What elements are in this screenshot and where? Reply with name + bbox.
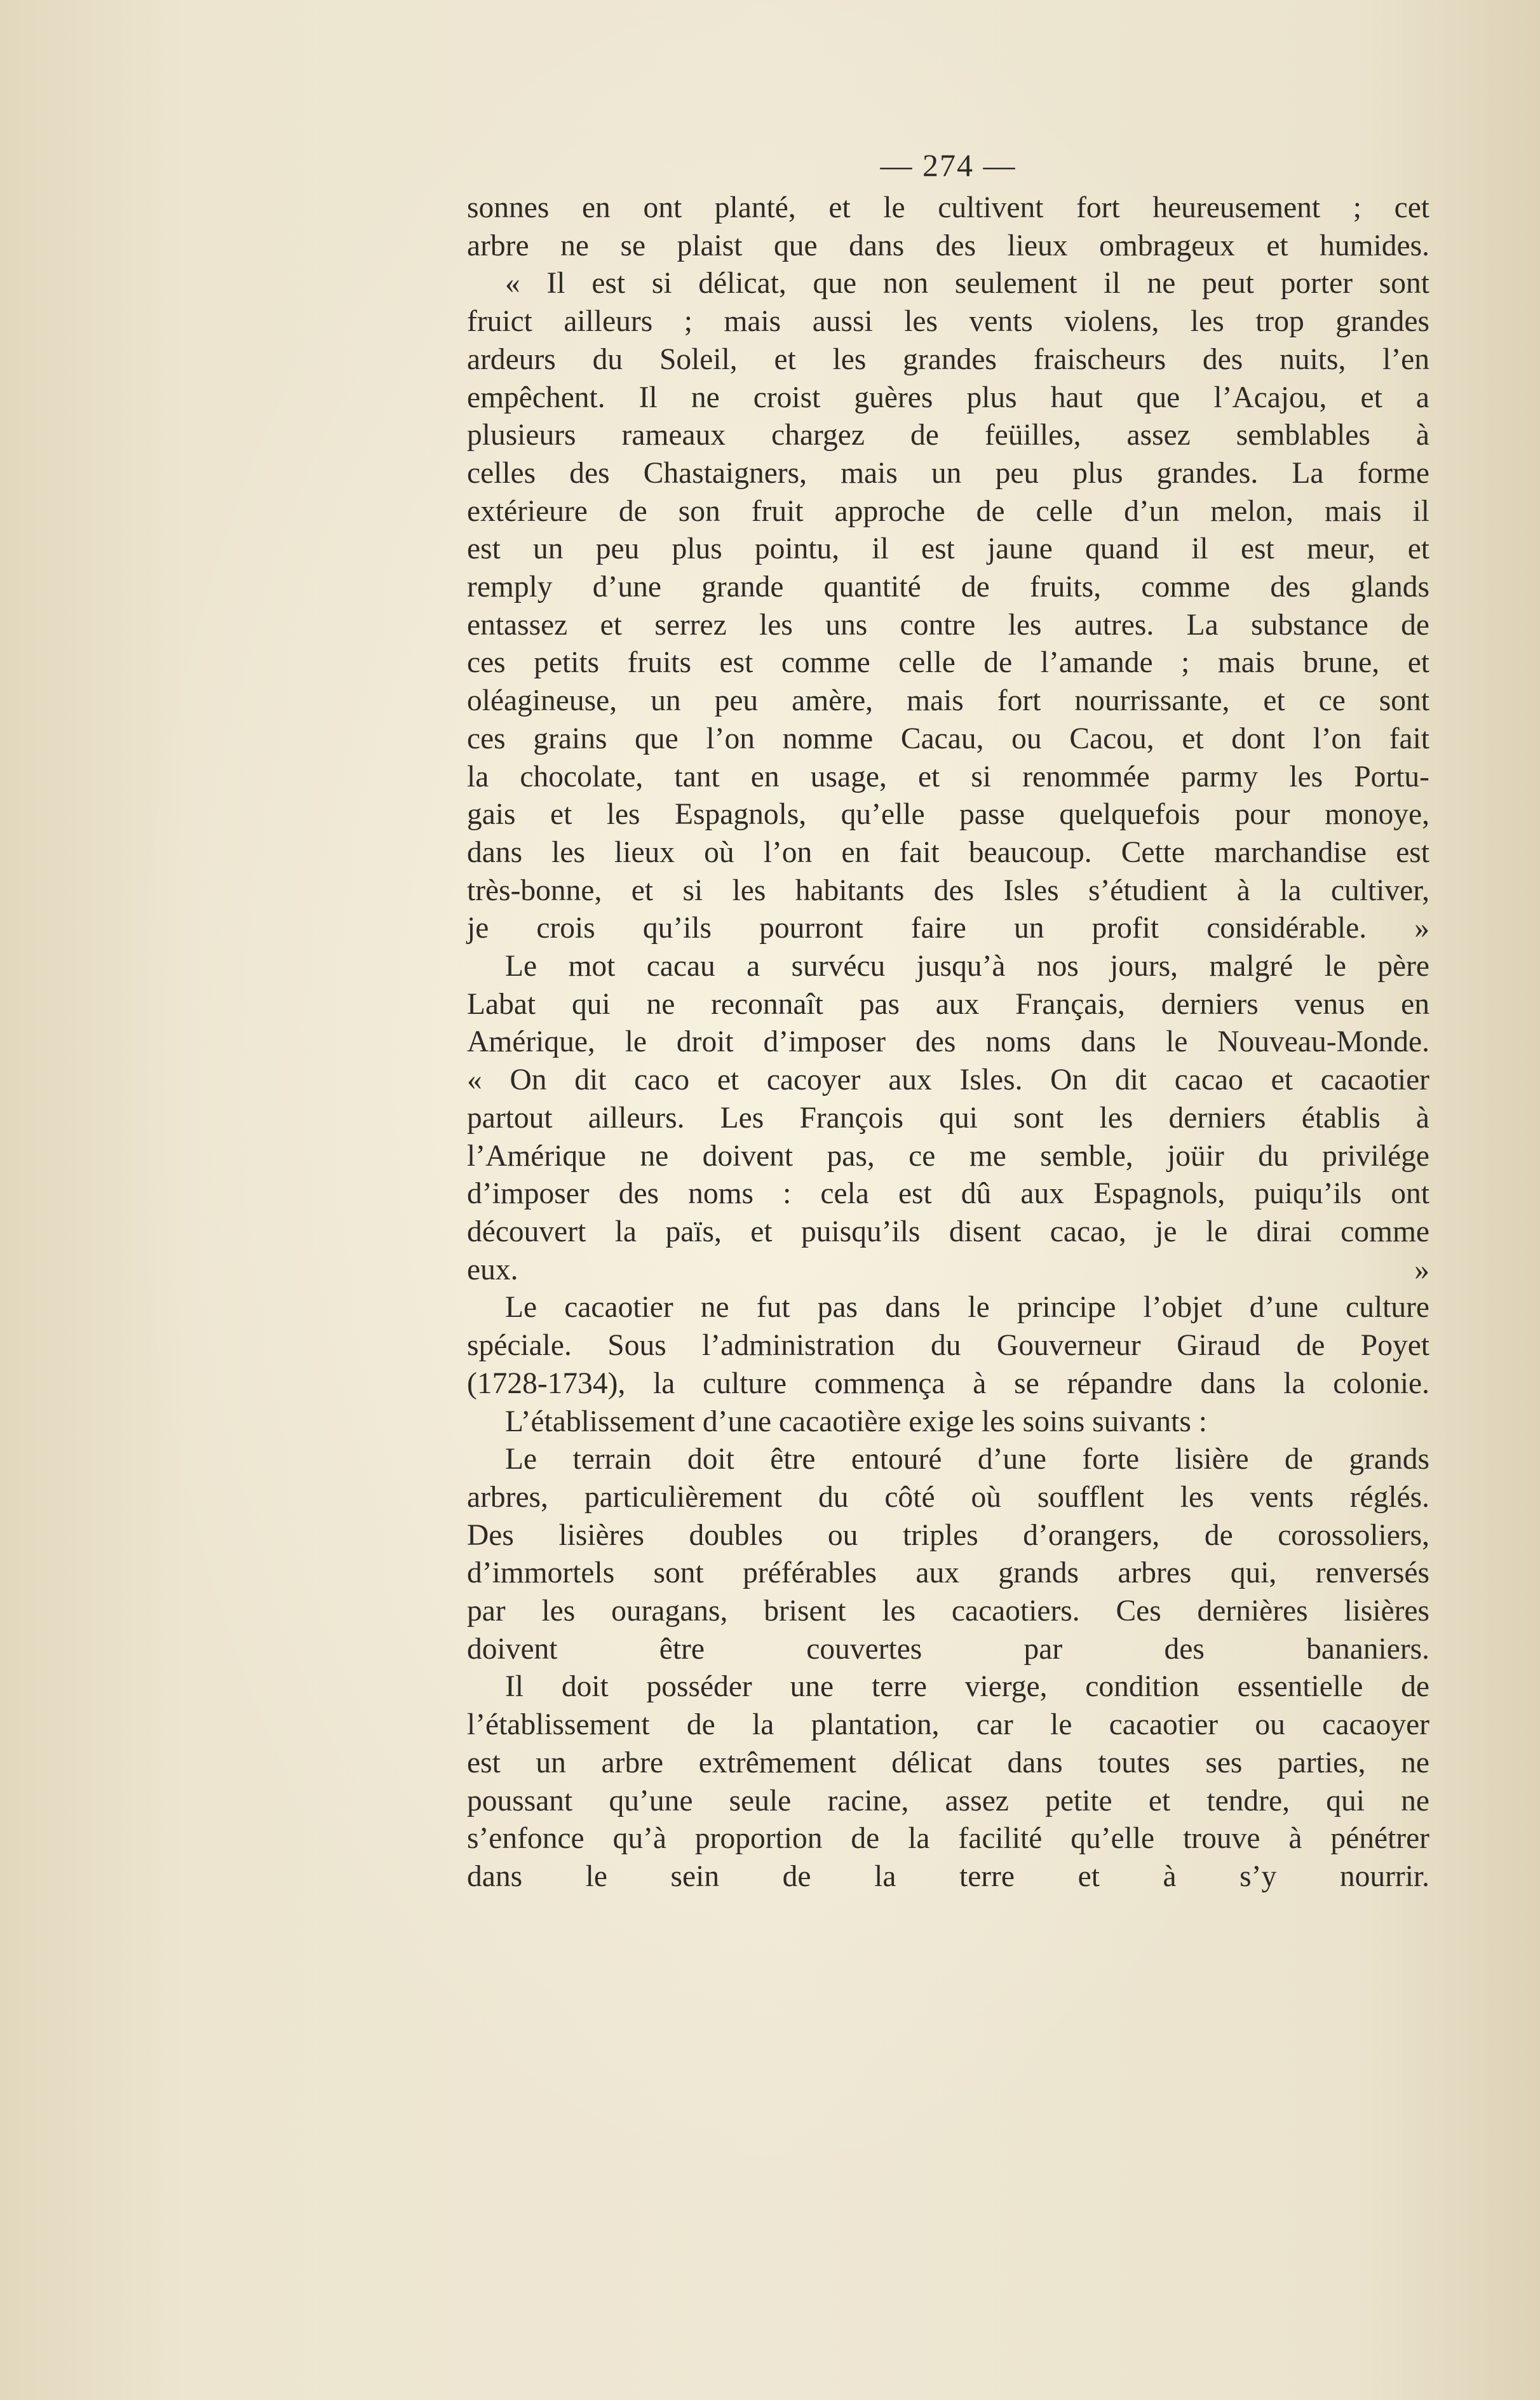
paragraph-3: Le mot cacau a survécu jusqu’à nos jours, malgré le père Labat qui ne reconnaît pas aux Français, derniers venus en Amérique, le droit d’imposer des noms dans le Nouveau-Monde. « On dit caco et cacoyer aux Isles. On dit cacao et cacaotier partout ailleurs. Les François qui sont les derniers établis à l’Amérique ne doivent pas, ce me semble, joüir du privilége d’imposer des noms : cela est dû aux Espagnols, puiqu’ils ont découvert la païs, et puisqu’ils disent cacao, je le dirai comme eux. » <box>467 950 1429 1286</box>
paragraph-7: Il doit posséder une terre vierge, condition essentielle de l’établissement de la plantation, car le cacaotier ou cacaoyer est un arbre extrêmement délicat dans toutes ses parties, ne poussant qu’une seule racine, assez petite et tendre, qui ne s’enfonce qu’à proportion de la facilité qu’elle trouve à pénétrer dans le sein de la terre et à s’y nourrir. <box>467 1670 1429 1893</box>
paragraph-5: L’établissement d’une cacaotière exige les soins suivants : <box>505 1405 1207 1438</box>
paragraph-2: « Il est si délicat, que non seulement il ne peut porter sont fruict ailleurs ; mais aussi les vents violens, les trop grandes ardeurs du Soleil, et les grandes fraischeurs des nuits, l’en empêchent. Il ne croist guères plus haut que l’Acajou, et a plusieurs rameaux chargez de feüilles, assez semblables à celles des Chastaigners, mais un peu plus grandes. La forme extérieure de son fruit approche de celle d’un melon, mais il est un peu plus pointu, il est jaune quand il est meur, et remply d’une grande quantité de fruits, comme des glands entassez et serrez les uns contre les autres. La substance de ces petits fruits est comme celle de l’amande ; mais brune, et oléagineuse, un peu amère, mais fort nourrissante, et ce sont ces grains que l’on nomme Cacau, ou Cacou, et dont l’on fait la chocolate, tant en usage, et si renommée parmy les Portu- gais et les Espagnols, qu’elle passe quelquefois pour monoye, dans les lieux où l’on en fait beaucoup. Cette marchandise est très-bonne, et si les habitants des Isles s’étudient à la cultiver, je crois qu’ils pourront faire un profit considérable. » <box>467 267 1429 945</box>
text-block <box>467 146 1429 1896</box>
paragraph-1: sonnes en ont planté, et le cultivent fort heureusement ; cet arbre ne se plaist que dans des lieux ombrageux et humides. <box>467 191 1429 262</box>
paragraph-6: Le terrain doit être entouré d’une forte lisière de grands arbres, particulièrement du côté où soufflent les vents réglés. Des lisières doubles ou triples d’orangers, de corossoliers, d’immortels sont préférables aux grands arbres qui, renversés par les ouragans, brisent les cacaotiers. Ces dernières lisières doivent être couvertes par des bananiers. <box>467 1443 1429 1666</box>
page-number: — 274 — <box>880 147 1017 183</box>
paragraph-4: Le cacaotier ne fut pas dans le principe l’objet d’une culture spéciale. Sous l’administration du Gouverneur Giraud de Poyet (1728-1734), la culture commença à se répandre dans la colonie. <box>467 1291 1429 1400</box>
